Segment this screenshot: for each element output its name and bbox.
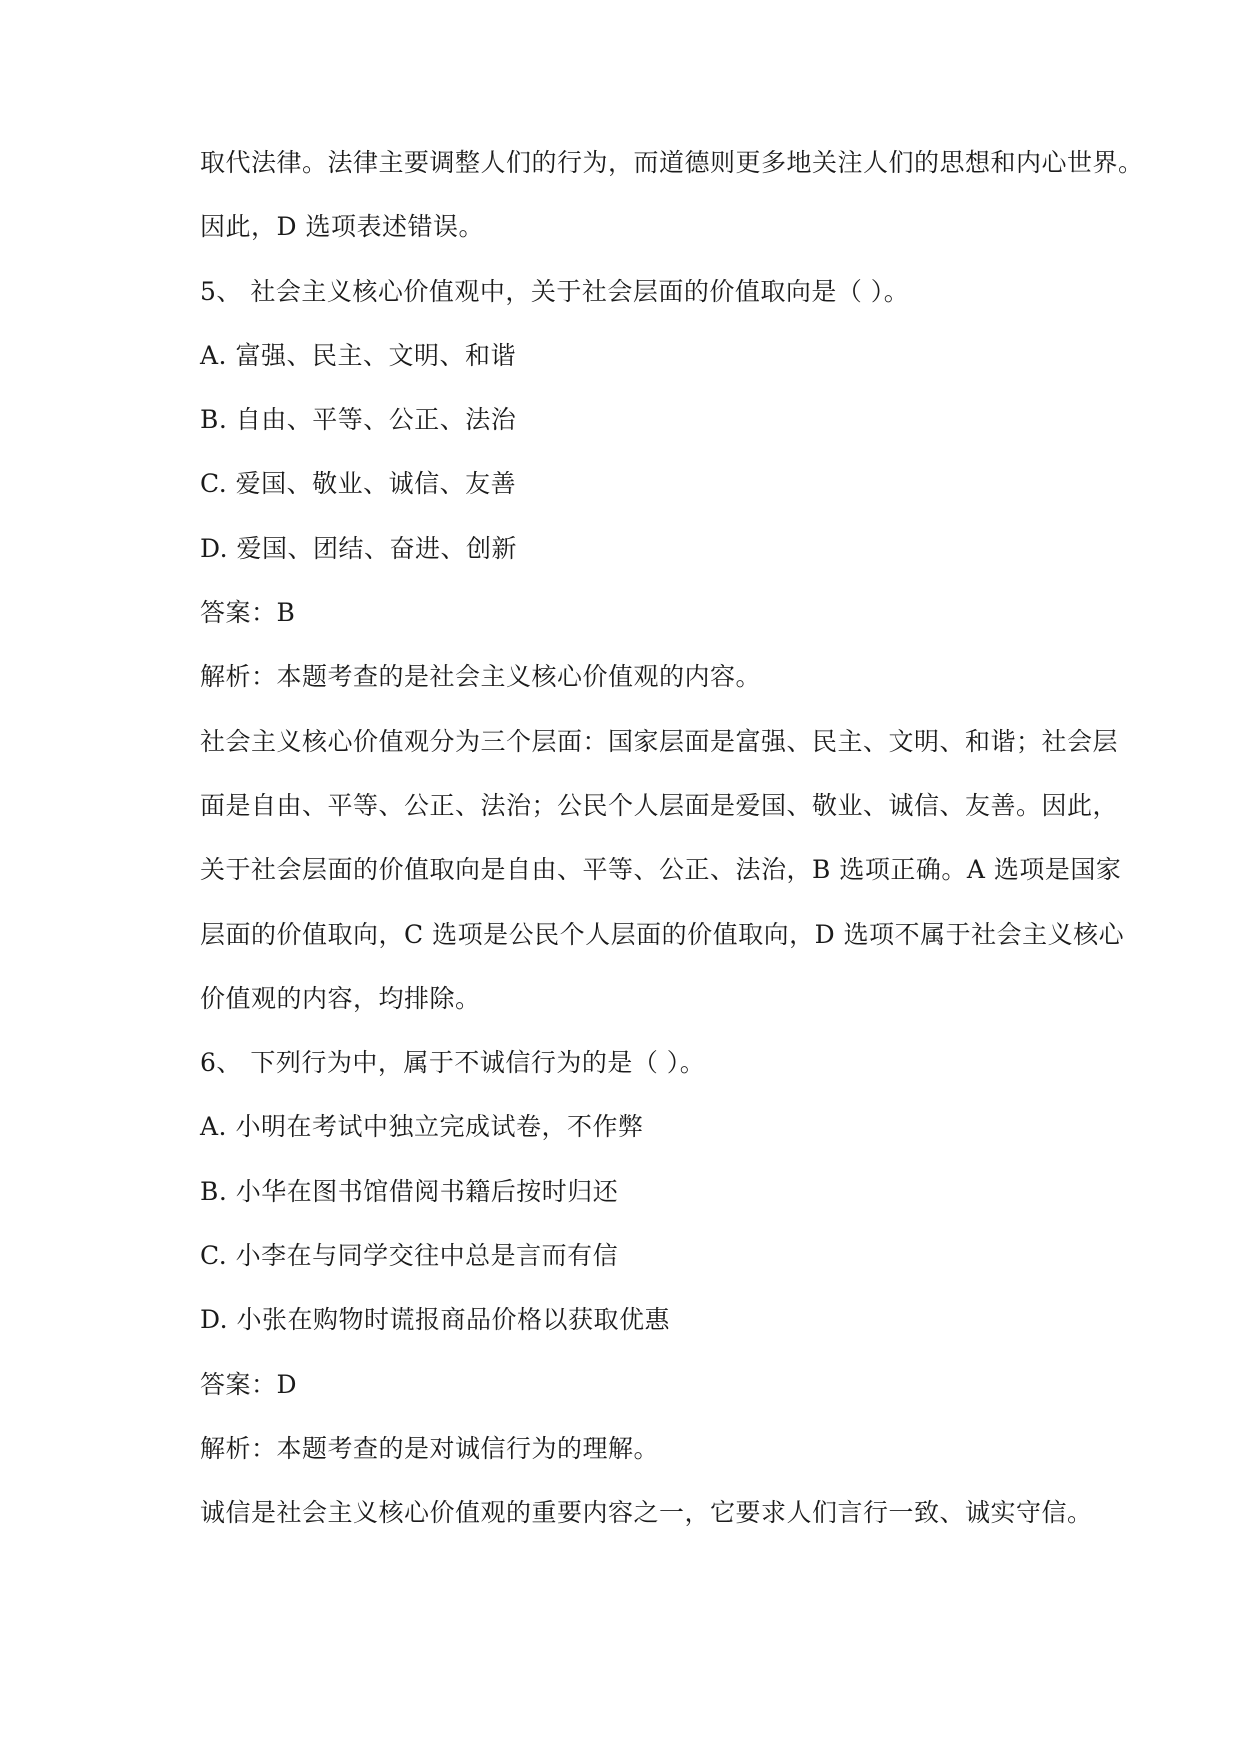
question-5 <box>200 270 1125 1042</box>
option-b: B. 自由、平等、公正、法治 <box>200 405 517 435</box>
answer: 答案：D <box>200 1369 298 1399</box>
analysis-title: 解析：本题考查的是对诚信行为的理解。 <box>200 1433 660 1463</box>
option-c: C. 小李在与同学交往中总是言而有信 <box>200 1241 619 1271</box>
option-d: D. 爱国、团结、奋进、创新 <box>200 533 518 563</box>
option-c: C. 爱国、敬业、诚信、友善 <box>200 469 517 499</box>
question-stem: 6、 下列行为中，属于不诚信行为的是（ ）。 <box>200 1048 706 1078</box>
continuation-line-2: 因此，D 选项表述错误。 <box>200 212 484 242</box>
document-page <box>200 141 1144 1556</box>
analysis-line: 层面的价值取向，C 选项是公民个人层面的价值取向，D 选项不属于社会主义核心 <box>200 919 1125 949</box>
analysis-line: 诚信是社会主义核心价值观的重要内容之一，它要求人们言行一致、诚实守信。 <box>200 1498 1093 1528</box>
option-b: B. 小华在图书馆借阅书籍后按时归还 <box>200 1176 619 1206</box>
question-6 <box>200 1041 1100 1555</box>
analysis-line: 面是自由、平等、公正、法治；公民个人层面是爱国、敬业、诚信、友善。因此， <box>200 790 1119 820</box>
answer: 答案：B <box>200 598 296 628</box>
analysis-title: 解析：本题考查的是社会主义核心价值观的内容。 <box>200 662 762 692</box>
option-a: A. 小明在考试中独立完成试卷，不作弊 <box>200 1112 644 1142</box>
option-a: A. 富强、民主、文明、和谐 <box>200 340 516 370</box>
analysis-line: 价值观的内容，均排除。 <box>200 983 481 1013</box>
analysis-line: 社会主义核心价值观分为三个层面：国家层面是富强、民主、文明、和谐；社会层 <box>200 726 1119 756</box>
question-stem: 5、 社会主义核心价值观中，关于社会层面的价值取向是（ ）。 <box>200 276 910 306</box>
analysis-line: 关于社会层面的价值取向是自由、平等、公正、法治，B 选项正确。A 选项是国家 <box>200 855 1122 885</box>
option-d: D. 小张在购物时谎报商品价格以获取优惠 <box>200 1305 671 1335</box>
continuation-line-1: 取代法律。法律主要调整人们的行为，而道德则更多地关注人们的思想和内心世界。 <box>200 148 1144 177</box>
